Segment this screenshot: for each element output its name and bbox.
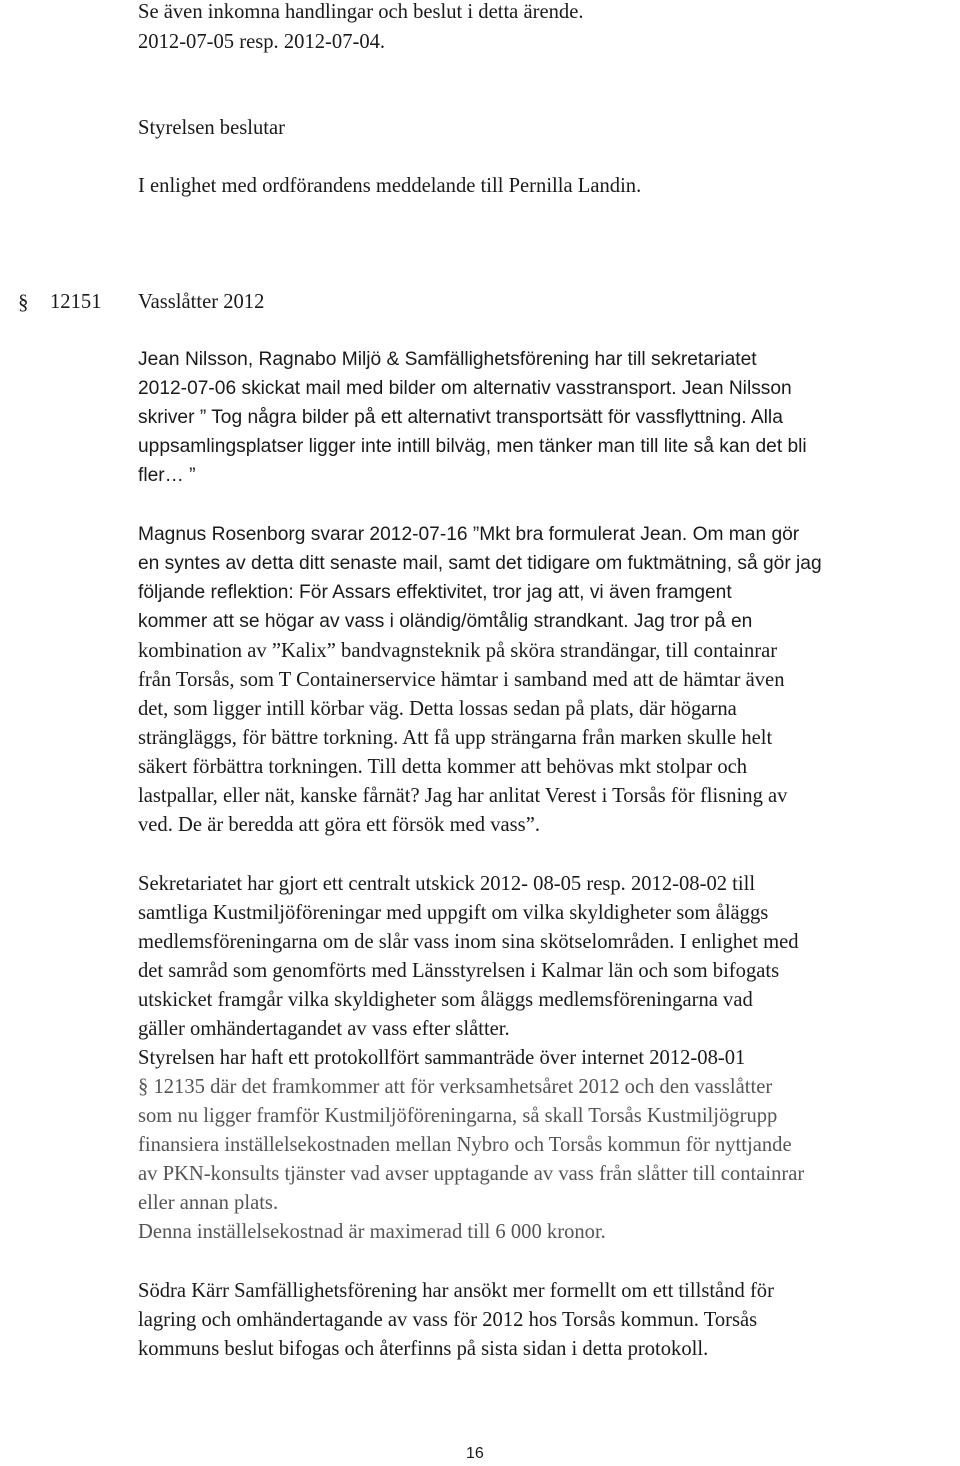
body-line: gäller omhändertagandet av vass efter slåtter. xyxy=(138,1018,510,1040)
body-line: utskicket framgår vilka skyldigheter som åläggs medlemsföreningarna vad xyxy=(138,989,753,1011)
body-line: lastpallar, eller nät, kanske fårnät? Jag har anlitat Verest i Torsås för flisning av xyxy=(138,785,788,807)
body-line: § 12135 där det framkommer att för verksamhetsåret 2012 och den vasslåtter xyxy=(138,1076,773,1098)
body-line: från Torsås, som T Containerservice hämtar i samband med att de hämtar även xyxy=(138,669,785,691)
body-line: eller annan plats. xyxy=(138,1192,279,1214)
body-line: kommer att se högar av vass i oländig/ömtålig strandkant. Jag tror på en xyxy=(138,611,753,632)
body-line: 2012-07-06 skickat mail med bilder om alternativ vasstransport. Jean Nilsson xyxy=(138,378,792,399)
body-line: en syntes av detta ditt senaste mail, samt det tidigare om fuktmätning, så gör jag xyxy=(138,553,822,574)
body-line: som nu ligger framför Kustmiljöföreningarna, så skall Torsås Kustmiljögrupp xyxy=(138,1105,778,1127)
body-line: det samråd som genomförts med Länsstyrelsen i Kalmar län och som bifogats xyxy=(138,960,780,982)
body-line: fler… ” xyxy=(138,465,196,486)
body-line: av PKN-konsults tjänster vad avser upptagande av vass från slåtter till containrar xyxy=(138,1163,805,1185)
body-line: ved. De är beredda att göra ett försök med vass”. xyxy=(138,814,540,836)
body-line: följande reflektion: För Assars effektivitet, tror jag att, vi även framgent xyxy=(138,582,732,603)
body-line: Jean Nilsson, Ragnabo Miljö & Samfällighetsförening har till sekretariatet xyxy=(138,349,757,370)
body-line: Styrelsen har haft ett protokollfört sammanträde över internet 2012-08-01 xyxy=(138,1047,746,1069)
body-line: finansiera inställelsekostnaden mellan Nybro och Torsås kommun för nyttjande xyxy=(138,1134,792,1156)
body-line: Sekretariatet har gjort ett centralt utskick 2012- 08-05 resp. 2012-08-02 till xyxy=(138,873,756,895)
body-line: lagring och omhändertagande av vass för 2012 hos Torsås kommun. Torsås xyxy=(138,1309,758,1331)
body-line: det, som ligger intill körbar väg. Detta lossas sedan på plats, där högarna xyxy=(138,698,737,720)
body-line: medlemsföreningarna om de slår vass inom sina skötselområden. I enlighet med xyxy=(138,931,799,953)
page-number: 16 xyxy=(466,1445,484,1462)
decision-heading: Styrelsen beslutar xyxy=(138,117,285,139)
body-line: skriver ” Tog några bilder på ett alternativt transportsätt för vassflyttning. Alla xyxy=(138,407,783,428)
intro-line-1: Se även inkomna handlingar och beslut i detta ärende. xyxy=(138,1,584,23)
body-line: strängläggs, för bättre torkning. Att få upp strängarna från marken skulle helt xyxy=(138,727,773,749)
section-symbol: § xyxy=(18,290,29,314)
section-number: 12151 xyxy=(50,291,102,313)
body-line: samtliga Kustmiljöföreningar med uppgift om vilka skyldigheter som åläggs xyxy=(138,902,769,924)
body-line: Denna inställelsekostnad är maximerad till 6 000 kronor. xyxy=(138,1221,606,1243)
body-line: uppsamlingsplatser ligger inte intill bilväg, men tänker man till lite så kan det bli xyxy=(138,436,807,457)
body-line: kommuns beslut bifogas och återfinns på sista sidan i detta protokoll. xyxy=(138,1338,709,1360)
body-line: säkert förbättra torkningen. Till detta kommer att behövas mkt stolpar och xyxy=(138,756,748,778)
section-title: Vasslåtter 2012 xyxy=(138,291,265,313)
body-line: Södra Kärr Samfällighetsförening har ansökt mer formellt om ett tillstånd för xyxy=(138,1280,774,1302)
decision-text: I enlighet med ordförandens meddelande till Pernilla Landin. xyxy=(138,175,642,197)
body-line: Magnus Rosenborg svarar 2012-07-16 ”Mkt bra formulerat Jean. Om man gör xyxy=(138,524,800,545)
intro-line-2: 2012-07-05 resp. 2012-07-04. xyxy=(138,31,386,53)
body-line: kombination av ”Kalix” bandvagnsteknik på sköra strandängar, till containrar xyxy=(138,640,778,662)
